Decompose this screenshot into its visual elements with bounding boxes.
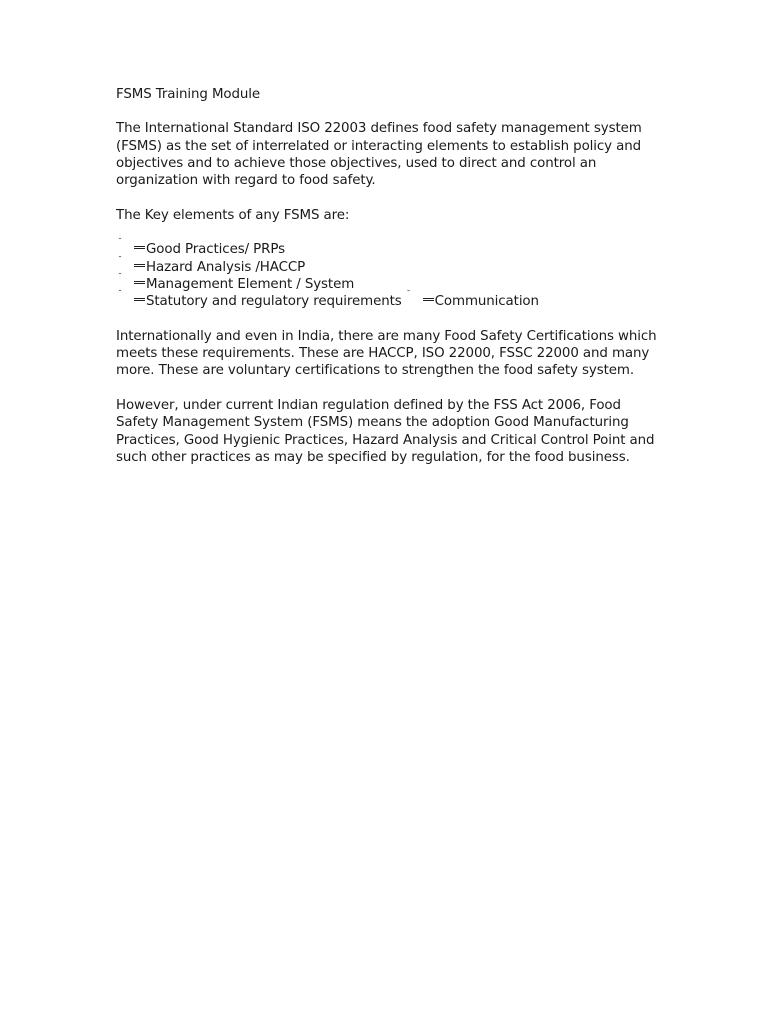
regulation-paragraph: However, under current Indian regulation defined by the FSS Act 2006, Food Safety Management System (FSMS) means the adoption Good Manufacturing Practices, Good Hygienic Practices, Hazard Analysis and Critical Control Point and such other practices as may be specified by regulation, for the food business. bbox=[116, 398, 655, 465]
key-elements-list bbox=[116, 237, 661, 310]
bullet-glyph-icon: ˘ bbox=[405, 293, 435, 305]
list-item-label: Statutory and regulatory requirements bbox=[146, 294, 402, 310]
list-item-label: Hazard Analysis /HACCP bbox=[146, 259, 306, 275]
list-item-label: Good Practices/ PRPs bbox=[146, 242, 285, 258]
certifications-paragraph: Internationally and even in India, there are many Food Safety Certifications which meets these requirements. These are HACCP, ISO 22000, FSSC 22000 and many more. These are voluntary certifications to strengthen the food safety system. bbox=[116, 328, 657, 379]
list-item bbox=[116, 237, 661, 258]
list-item bbox=[116, 271, 661, 293]
document-body bbox=[116, 86, 661, 484]
list-item-label: Communication bbox=[434, 294, 539, 310]
document-title: FSMS Training Module bbox=[116, 87, 261, 102]
list-item-label: Management Element / System bbox=[146, 276, 355, 292]
key-elements-heading: The Key elements of any FSMS are: bbox=[116, 207, 350, 223]
list-item bbox=[116, 289, 661, 310]
list-item bbox=[116, 254, 661, 276]
bullet-glyph-icon: ˘ bbox=[116, 259, 146, 271]
bullet-glyph-icon: ˘ bbox=[116, 293, 146, 305]
intro-paragraph: The International Standard ISO 22003 defines food safety management system (FSMS) as the set of interrelated or interacting elements to establish policy and objectives and to achieve those objectives, used to direct and control an organization with regard to food safety. bbox=[116, 121, 642, 189]
bullet-glyph-icon: ˘ bbox=[116, 241, 146, 253]
bullet-glyph-icon: ˘ bbox=[116, 276, 146, 288]
